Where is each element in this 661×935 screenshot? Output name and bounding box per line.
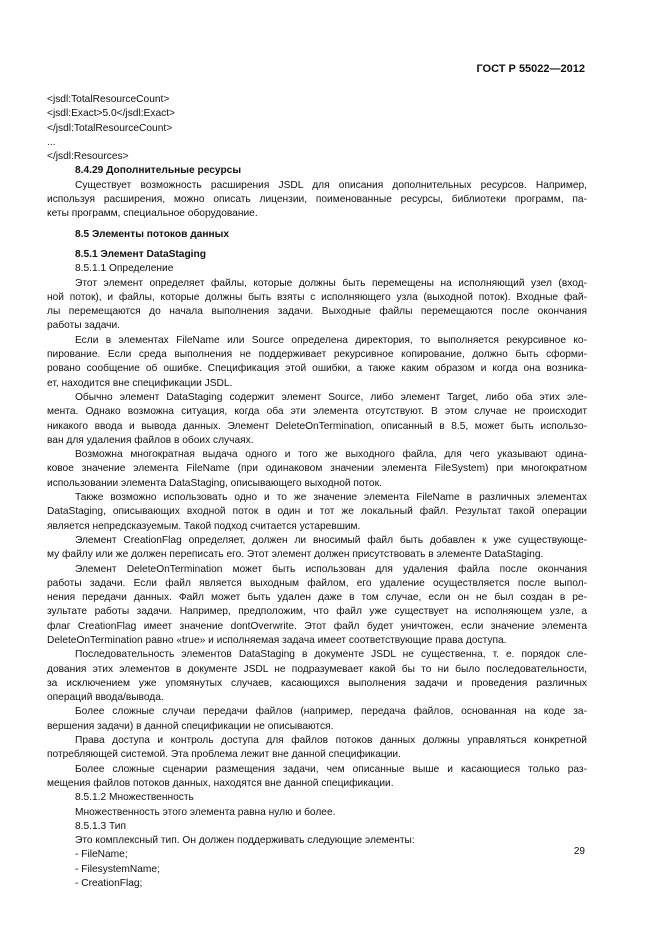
section-8-4-29-paragraph: Существует возможность расширения JSDL для описания дополнительных ресурсов. Например, используя расширения, можно описать лицензии, поименованные ресурсы, библиотеки программ, па- кеты программ, специальное оборудование. bbox=[47, 179, 587, 220]
section-8-5-1-title: 8.5.1 Элемент DataStaging bbox=[75, 248, 206, 260]
paragraph: Этот элемент определяет файлы, которые должны быть перемещены на исполняющий узел (вход- ной поток), и файлы, которые должны быть взяты с исполняющего узла (выходной поток). Входные фай- лы перемещаются до начала выполнения задачи. Выходные файлы перемещаются после окончания работы задачи. bbox=[47, 277, 587, 332]
list-item: - FileName; bbox=[75, 849, 128, 861]
code-line: </jsdl:TotalResourceCount> bbox=[47, 122, 173, 134]
list-item: - CreationFlag; bbox=[75, 878, 143, 890]
code-block bbox=[47, 93, 587, 164]
subsection-8-5-1-1-title: 8.5.1.1 Определение bbox=[75, 263, 174, 275]
page-header: ГОСТ Р 55022—2012 bbox=[476, 63, 585, 75]
list-item: - FilesystemName; bbox=[75, 863, 160, 875]
paragraph: Элемент CreationFlag определяет, должен ли вносимый файл быть добавлен к уже существующе- му файлу или же должен переписать его. Этот элемент должен присутствовать в элементе DataStaging. bbox=[47, 534, 587, 561]
page-number: 29 bbox=[573, 846, 585, 857]
paragraph: Обычно элемент DataStaging содержит элемент Source, либо элемент Target, либо оба этих эле- мента. Однако возможна ситуация, когда оба эти элемента отсутствуют. В этом случае не происходит никакого ввода и вывода данных. Элемент DeleteOnTermination, описанный в 8.5, может быть использо- ван для удаления файлов в обоих случаях. bbox=[47, 391, 587, 446]
document-body bbox=[47, 93, 587, 891]
paragraph: Более сложные случаи передачи файлов (например, передача файлов, основанная на коде за- вершения задачи) в данной спецификации не описываются. bbox=[47, 706, 587, 732]
paragraph: Элемент DeleteOnTermination может быть использован для удаления файла после окончания работы задачи. Если файл является выходным файлом, его удаление осуществляется после выпол- нения передачи данных. Файл может быть удален даже в том случае, если он не был создан в ре- зультате работы задачи. Например, предположим, что файл уже существует на исполняющем узле, а флаг CreationFlag имеет значение dontOverwrite. Этот файл будет уничтожен, если значение элемента DeleteOnTermination равно «true» и исполняемая задача имеет соответствующие права доступа. bbox=[47, 563, 587, 646]
section-8-4-29-title: 8.4.29 Дополнительные ресурсы bbox=[75, 165, 242, 177]
paragraph: Более сложные сценарии размещения задачи, чем описанные выше и касающиеся только раз- мещения файлов потоков данных, находятся вне данной спецификации. bbox=[47, 763, 587, 789]
paragraph: Права доступа и контроль доступа для файлов потоков данных должны управляться конкретной потребляющей системой. Эта проблема лежит вне данной спецификации. bbox=[47, 735, 587, 761]
paragraph: Также возможно использовать одно и то же значение элемента FileName в различных элементах DataStaging, описывающих входной поток в один и тот же локальный файл. Результат такой операции является непредсказуемым. Такой подход считается устаревшим. bbox=[47, 492, 587, 532]
code-line: </jsdl:Resources> bbox=[47, 151, 129, 163]
code-line: <jsdl:Exact>5.0</jsdl:Exact> bbox=[47, 108, 175, 120]
paragraph: Если в элементах FileName или Source определена директория, то выполняется рекурсивное ко- пирование. Если среда выполнения не поддерживает рекурсивное копирование, должно быть сформи- ровано сообщение об ошибке. Спецификация этой ошибки, а также каким образом и когда она возника- ет, находится вне спецификации JSDL. bbox=[47, 334, 587, 389]
multiplicity-text: Множественность этого элемента равна нулю и более. bbox=[75, 806, 336, 818]
type-text: Это комплексный тип. Он должен поддерживать следующие элементы: bbox=[75, 835, 415, 847]
code-line: ... bbox=[47, 136, 56, 148]
section-8-5-title: 8.5 Элементы потоков данных bbox=[75, 228, 230, 240]
subsection-8-5-1-3-title: 8.5.1.3 Тип bbox=[75, 820, 126, 832]
subsection-8-5-1-2-title: 8.5.1.2 Множественность bbox=[75, 792, 194, 804]
code-line: <jsdl:TotalResourceCount> bbox=[47, 94, 170, 105]
paragraph: Возможна многократная выдача одного и того же выходного файла, для чего указывают одина- ковое значение элемента FileName (при одинаковом значении элемента FileSystem) при многократном использовании элемента DataStaging, описывающего выходной поток. bbox=[47, 449, 587, 489]
paragraph: Последовательность элементов DataStaging в документе JSDL не существенна, т. е. порядок сле- дования этих элементов в документе JSDL не подразумевает какой бы то ни было последовательности, за исключением уже упомянутых случаев, касающихся выполнения задачи и проведения различных операций ввода/вывода. bbox=[47, 649, 587, 704]
